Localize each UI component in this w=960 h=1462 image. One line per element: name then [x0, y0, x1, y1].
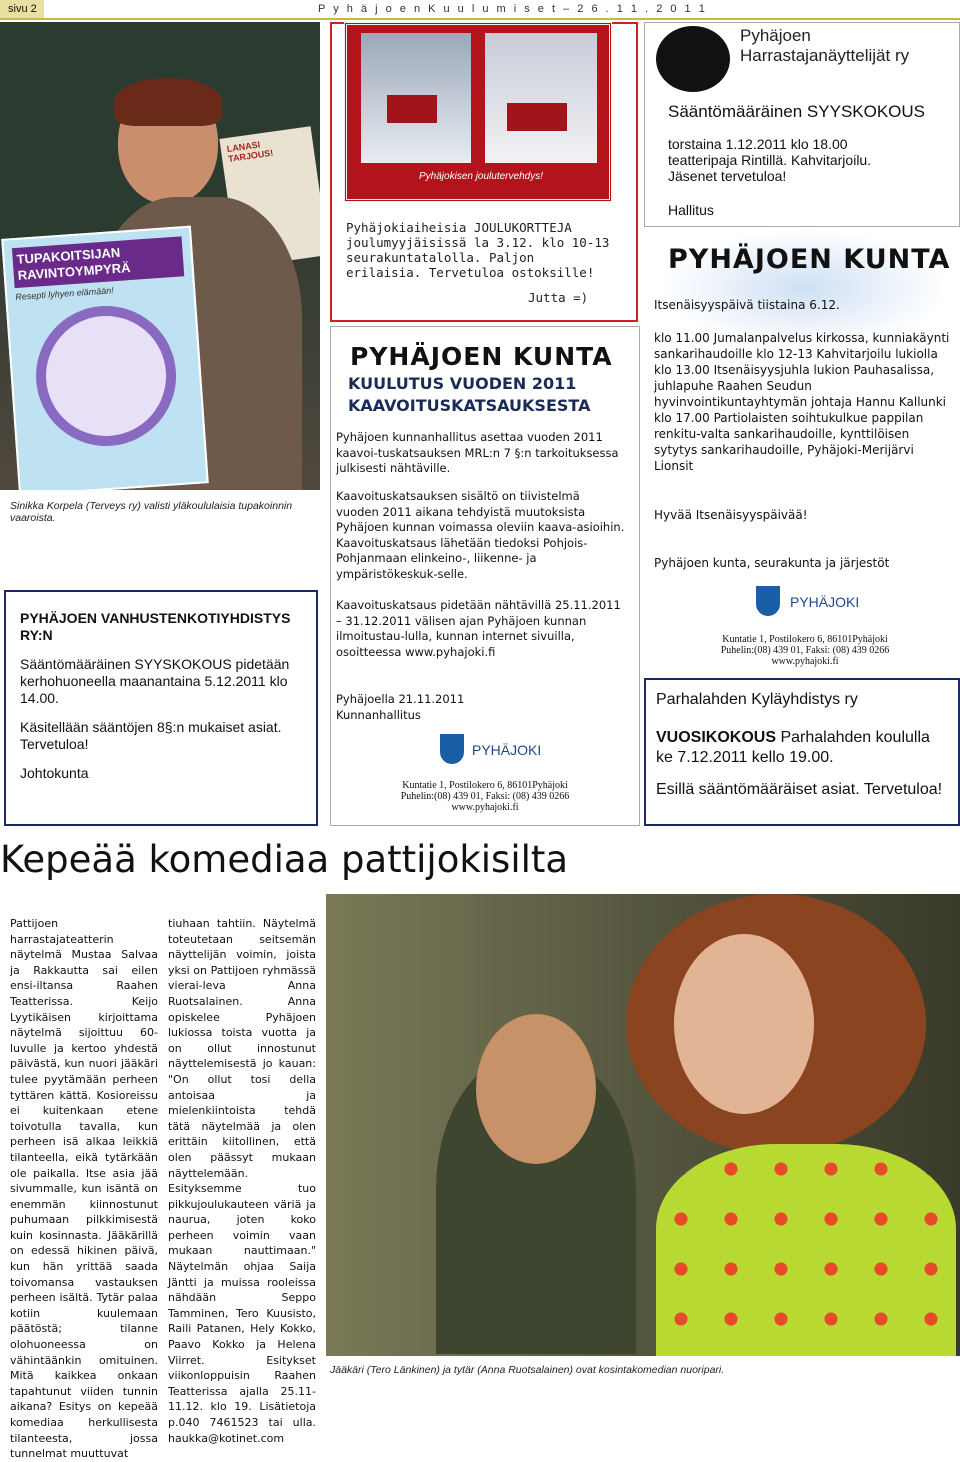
- kaav-address-line-2: Puhelin:(08) 439 01, Faksi: (08) 439 0266: [400, 791, 570, 802]
- photo-theatre-actors: [326, 894, 960, 1356]
- kaav-address-line-3: www.pyhajoki.fi: [451, 802, 519, 813]
- kaav-subtitle-2: KAAVOITUSKATSAUKSESTA: [348, 396, 591, 415]
- itsen-address-line-3: www.pyhajoki.fi: [771, 656, 839, 667]
- notice-signature: Johtokunta: [20, 765, 89, 781]
- parha-meeting: [656, 728, 948, 768]
- parha-meeting-bold: VUOSIKOKOUS: [656, 729, 777, 746]
- kaav-signature: Kunnanhallitus: [336, 708, 421, 722]
- kaav-date: Pyhäjoella 21.11.2011: [336, 692, 465, 706]
- actor-soldier-face: [476, 1014, 596, 1164]
- harr-meeting: Sääntömääräinen SYYSKOKOUS: [668, 102, 926, 121]
- photo-caption-theatre: Jääkäri (Tero Länkinen) ja tytär (Anna Ruotsalainen) ovat kosintakomedian nuoripari.: [330, 1364, 725, 1376]
- kaav-para-3: Kaavoituskatsaus pidetään nähtävillä 25.11.2011 – 31.12.2011 välisen ajan Pyhäjoen kunnan ilmoitustau-lulla, kunnan internet sivuilla, osoitteessa www.pyhajoki.fi: [336, 598, 621, 659]
- itsen-address: [660, 634, 950, 667]
- parha-agenda: Esillä sääntömääräiset asiat. Tervetuloa!: [656, 781, 943, 798]
- parha-title: Parhalahden Kyläyhdistys ry: [656, 691, 858, 708]
- red-house-2: [507, 103, 567, 131]
- harr-title: Pyhäjoen Harrastajanäyttelijät ry: [740, 26, 910, 65]
- kaav-address: [340, 780, 630, 813]
- itsen-address-line-1: Kuntatie 1, Postilokero 6, 86101Pyhäjoki: [722, 634, 888, 645]
- actress-face: [674, 934, 814, 1114]
- notice-title: PYHÄJOEN VANHUSTENKOTIYHDISTYS RY:N: [20, 610, 291, 643]
- red-house-1: [387, 95, 437, 123]
- article-headline: Kepeää komediaa pattijokisilta: [0, 838, 569, 881]
- itsen-logo-text: PYHÄJOKI: [790, 594, 860, 610]
- health-poster: [1, 226, 209, 490]
- kaav-para-1: Pyhäjoen kunnanhallitus asettaa vuoden 2011 kaavoi-tuskatsauksen MRL:n 7 §:n tarkoituksessa julkisesti nähtäville.: [336, 430, 619, 475]
- itsen-address-line-2: Puhelin:(08) 439 01, Faksi: (08) 439 0266: [720, 645, 890, 656]
- itsen-title: PYHÄJOEN KUNTA: [668, 244, 951, 275]
- card-ad-signature: Jutta =): [528, 290, 589, 305]
- itsen-signature: Pyhäjoen kunta, seurakunta ja järjestöt: [654, 556, 890, 570]
- parha-meeting-text: Parhalahden koululla ke 7.12.2011 kello 19.00.: [656, 729, 930, 766]
- poster-illustration: [31, 301, 180, 450]
- newspaper-header: P y h ä j o e n K u u l u m i s e t – 2 6 . 1 1 . 2 0 1 1: [318, 3, 708, 15]
- harr-details: torstaina 1.12.2011 klo 18.00 teatteripaja Rintillä. Kahvitarjoilu. Jäsenet tervetuloa!: [668, 136, 872, 184]
- wall-poster: LANASI TARJOUS!: [219, 126, 320, 268]
- card-photo-house: [485, 33, 597, 163]
- header-rule: [0, 18, 960, 20]
- swan-logo-icon: [440, 734, 464, 764]
- poster-title: TUPAKOITSIJAN RAVINTOYMPYRÄ: [12, 236, 184, 288]
- notice-agenda: Käsitellään sääntöjen 8§:n mukaiset asiat. Tervetuloa!: [20, 719, 282, 752]
- card-greeting: Pyhäjokisen joulutervehdys!: [419, 171, 543, 182]
- theatre-logo-icon: [656, 26, 730, 92]
- poster-subtitle: Resepti lyhyen elämään!: [14, 285, 114, 303]
- itsen-date: Itsenäisyyspäivä tiistaina 6.12.: [654, 298, 840, 312]
- kaav-para-2: Kaavoituskatsauksen sisältö on tiivistelmä vuoden 2011 aikana tehdyistä muutoksista Pyhäjoen kunnan voimassa oleviin kaava-asioihin. Kaavoituskatsaus lähetään tiedoksi Pohjois-Pohjanmaan elinkeino-, liikenne- ja ympäristökeskuk-selle.: [336, 489, 625, 581]
- christmas-card-image: [344, 22, 612, 202]
- itsen-program: klo 11.00 Jumalanpalvelus kirkossa, kunniakäynti sankarihaudoille klo 12-13 Kahvitarjoilu lukiolla klo 13.00 Itsenäisyysjuhla lukion Pauhasalissa, juhlapuhe Raahen Seudun hyvinvointikuntayhtymän johtaja Hannu Kallunki klo 17.00 Partiolaisten soihtukulkue pappilan renkitu-valta sankarihaudoille, kynttilöisen sytytys sankarihaudoille, Pyhäjoki-Merijärvi Lionsit: [654, 331, 950, 473]
- swan-logo-icon: [756, 586, 780, 616]
- kaav-address-line-1: Kuntatie 1, Postilokero 6, 86101Pyhäjoki: [402, 780, 568, 791]
- article-column-2: tiuhaan tahtiin. Näytelmä toteutetaan seitsemän näyttelijän voimin, joista yksi on Pattijoen ryhmässä vierai-leva Anna Ruotsalainen. Anna opiskelee Pyhäjoen lukiossa toista vuotta ja on ollut innostunut näyttelemisestä jo kauan: "On ollut tosi della antoisaa ja mielenkiintoista tehdä tätä näytelmää ja olen erittäin kiitollinen, että olen päässyt mukaan näyttelemään. Esityksemme tuo pikkujoulukauteen väriä ja naurua, joten koko perheen voimin vaan mukaan nauttimaan." Näytelmän ohjaa Saija Jäntti ja muissa rooleissa nähdään Seppo Tamminen, Tero Kuusisto, Raili Patanen, Hely Kokko, Paavo Kokko ja Helena Viirret. Esitykset viikonloppuisin Raahen Teatterissa ajalla 25.11-11.12. klo 19. Lisätietoja p.040 7461523 tai ulla. haukka@kotinet.com: [168, 917, 316, 1445]
- photo-health-lecture: [0, 22, 320, 490]
- notice-vanhustenkoti: [4, 590, 318, 826]
- woman-hair: [114, 78, 222, 126]
- page-number: sivu 2: [0, 0, 44, 18]
- kaav-logo-text: PYHÄJOKI: [472, 742, 542, 758]
- article-column-1: Pattijoen harrastajateatterin näytelmä Mustaa Salvaa ja Rakkautta sai eilen ensi-iltansa Raahen Teatterissa. Keijo Lyytikäisen kirjoittama näytelmä sijoittuu 60-luvulle ja kertoo yhdestä päivästä, kun nuori jääkäri tulee pyytämään perheen tyttären kättä. Kosioreissu ei kuitenkaan etene toivotulla tavalla, kun perheen isä alkaa leikkiä tilanteella, eikä tytärkään ole paikalla. Itse asia jää sivummalle, kun isäntä on enemmän kiinnostunut puhumaan pilkkimisestä kuin kosinnasta. Jääkärillä on edessä hikinen päivä, kun hän yrittää saada toivomansa vastauksen perheen isältä. Tytär palaa kotiin kuulemaan päätöstä; tilanne olohuoneessa on vähintäänkin omituinen. Mitä kaikkea onkaan tapahtunut viiden tunnin aikana? Esitys on kepeää komediaa herkullisesta tilanteesta, jossa tunnelmat muuttuvat: [10, 917, 158, 1461]
- harr-signature: Hallitus: [668, 202, 714, 218]
- notice-parhalahti: [644, 678, 960, 826]
- photo-caption: Sinikka Korpela (Terveys ry) valisti yläkoululaisia tupakoinnin vaaroista.: [10, 500, 293, 524]
- card-ad-text: Pyhäjokiaiheisia JOULUKORTTEJA joulumyyjäisissä la 3.12. klo 10-13 seurakuntatalolla. Paljon erilaisia. Tervetuloa ostoksille!: [346, 220, 610, 280]
- notice-meeting: Sääntömääräinen SYYSKOKOUS pidetään kerhohuoneella maanantaina 5.12.2011 klo 14.00.: [20, 656, 290, 706]
- kaav-title: PYHÄJOEN KUNTA: [350, 342, 613, 371]
- kaav-subtitle-1: KUULUTUS VUODEN 2011: [348, 374, 577, 393]
- itsen-wish: Hyvää Itsenäisyyspäivää!: [654, 508, 808, 522]
- actress-dress: [656, 1144, 956, 1356]
